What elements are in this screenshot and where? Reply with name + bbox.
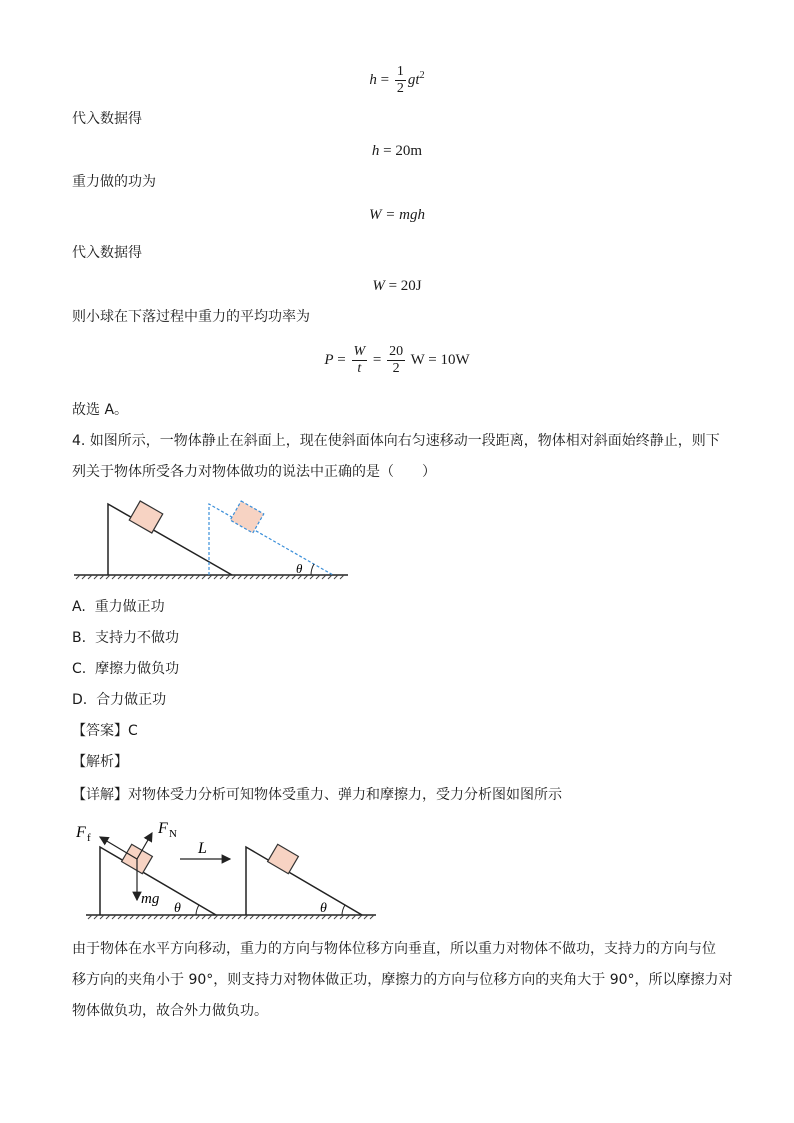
frac-den: t bbox=[357, 361, 362, 376]
frac-den: 2 bbox=[392, 361, 400, 376]
theta-label-left: θ bbox=[174, 901, 181, 916]
frac-num: 20 bbox=[389, 344, 404, 359]
answer-value: C bbox=[128, 723, 138, 739]
option-label: A. bbox=[72, 599, 86, 615]
l-label: L bbox=[198, 840, 207, 857]
option-a bbox=[72, 598, 165, 616]
eq-tail: W = 10W bbox=[410, 351, 470, 368]
explanation-line-1: 由于物体在水平方向移动，重力的方向与物体位移方向垂直，所以重力对物体不做功，支持力的方向与位 bbox=[72, 941, 716, 957]
figure-force-diagram bbox=[70, 815, 390, 925]
option-text: 合力做正功 bbox=[96, 692, 167, 708]
fraction-half bbox=[395, 64, 406, 97]
option-b bbox=[72, 629, 179, 647]
detail-tag: 【详解】 bbox=[72, 787, 128, 803]
text-substitute-1: 代入数据得 bbox=[72, 111, 142, 127]
frac-den: 2 bbox=[396, 81, 404, 96]
question-4-line-1: 4. 如图所示，一物体静止在斜面上，现在使斜面体向右匀速移动一段距离，物体相对斜面始终静止，则下 bbox=[72, 433, 720, 449]
equation-h-20m bbox=[0, 141, 794, 161]
ff-subscript: f bbox=[87, 832, 91, 844]
ff-label: F bbox=[76, 824, 86, 841]
text-substitute-2: 代入数据得 bbox=[72, 245, 142, 261]
eq-lhs: P bbox=[324, 351, 334, 368]
text-average-power: 则小球在下落过程中重力的平均功率为 bbox=[72, 309, 310, 325]
angle-arc bbox=[311, 564, 314, 575]
fraction-20-over-2 bbox=[387, 344, 405, 377]
figure-incline-moving bbox=[70, 490, 360, 585]
eq-sign: = bbox=[372, 351, 382, 368]
eq-lhs: W bbox=[369, 207, 382, 223]
angle-arc-right bbox=[342, 905, 345, 915]
fn-subscript: N bbox=[169, 828, 177, 840]
eq-rhs: = mgh bbox=[385, 207, 425, 223]
eq-lhs: h bbox=[369, 71, 377, 88]
fn-label: F bbox=[158, 820, 168, 837]
option-text: 重力做正功 bbox=[94, 599, 165, 615]
angle-arc-left bbox=[196, 905, 199, 915]
equation-h-half-gt2 bbox=[0, 64, 794, 97]
eq-exponent: 2 bbox=[419, 69, 425, 81]
option-d bbox=[72, 691, 166, 709]
equation-w-mgh bbox=[0, 205, 794, 225]
block-solid bbox=[129, 501, 162, 533]
option-text: 摩擦力做负功 bbox=[95, 661, 180, 677]
text-gravity-work: 重力做的功为 bbox=[72, 174, 156, 190]
frac-num: W bbox=[353, 344, 366, 359]
option-c bbox=[72, 660, 179, 678]
option-label: C. bbox=[72, 661, 87, 677]
eq-sign: = bbox=[337, 351, 346, 368]
analysis-tag: 【解析】 bbox=[72, 754, 128, 770]
theta-label: θ bbox=[296, 561, 303, 576]
option-label: D. bbox=[72, 692, 88, 708]
block-right bbox=[268, 844, 299, 873]
answer-tag: 【答案】 bbox=[72, 723, 128, 739]
eq-lhs: h bbox=[371, 143, 380, 159]
mg-label: mg bbox=[141, 891, 160, 907]
eq-rhs: = 20m bbox=[383, 143, 423, 159]
explanation-line-2: 移方向的夹角小于 90°，则支持力对物体做正功，摩擦力的方向与位移方向的夹角大于 90°，所以摩擦力对 bbox=[72, 972, 733, 988]
theta-label-right: θ bbox=[320, 901, 327, 916]
text-choose-a: 故选 A。 bbox=[72, 402, 129, 418]
eq-gt: gt bbox=[407, 71, 420, 88]
answer-line bbox=[72, 722, 138, 740]
option-text: 支持力不做功 bbox=[94, 630, 179, 646]
detail-line bbox=[72, 786, 562, 804]
eq-lhs: W bbox=[372, 278, 385, 294]
fraction-w-over-t bbox=[352, 344, 368, 377]
frac-num: 1 bbox=[396, 64, 404, 79]
equation-w-20j bbox=[0, 276, 794, 296]
option-label: B. bbox=[72, 630, 87, 646]
question-4-line-2: 列关于物体所受各力对物体做功的说法中正确的是（ ） bbox=[72, 464, 436, 480]
block-dashed bbox=[230, 501, 263, 533]
explanation-line-3: 物体做负功，故合外力做负功。 bbox=[72, 1003, 268, 1019]
incline-solid bbox=[108, 504, 232, 575]
eq-sign: = bbox=[380, 71, 390, 88]
detail-text: 对物体受力分析可知物体受重力、弹力和摩擦力，受力分析图如图所示 bbox=[128, 787, 562, 803]
equation-power bbox=[0, 344, 794, 377]
incline-dashed bbox=[209, 504, 333, 575]
eq-rhs: = 20J bbox=[388, 278, 422, 294]
